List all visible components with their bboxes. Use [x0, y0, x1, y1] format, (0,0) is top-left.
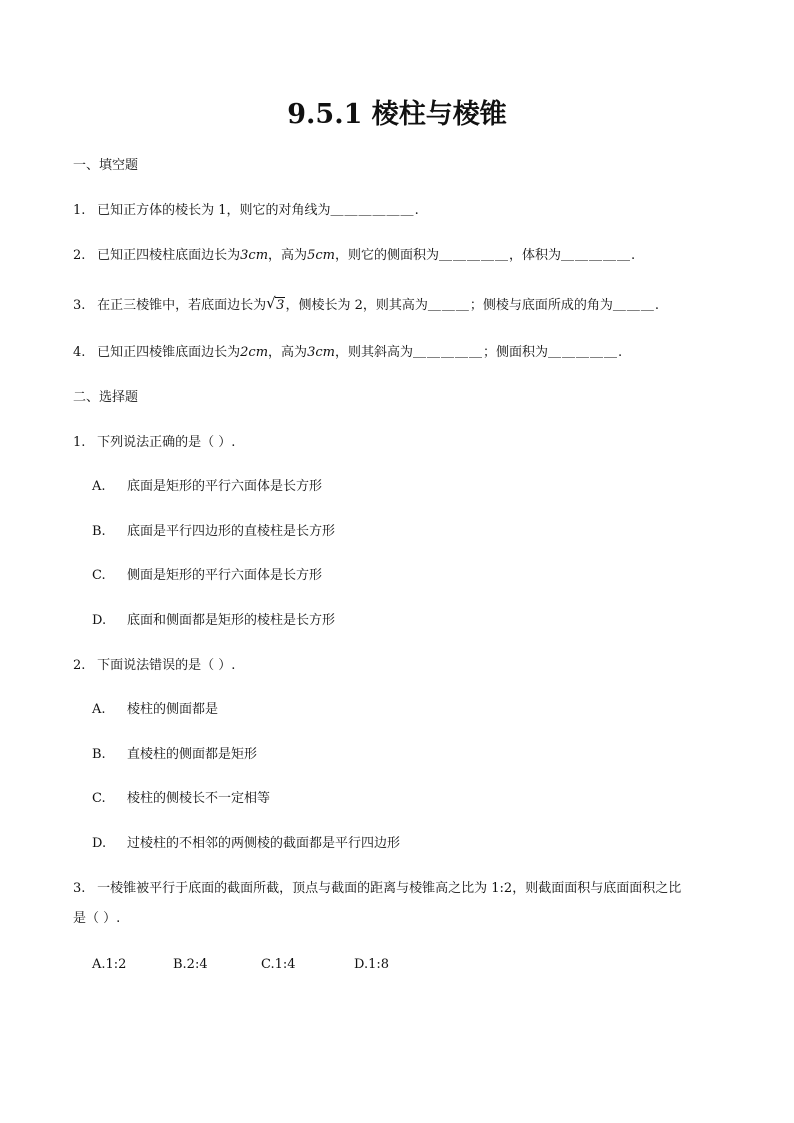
option-a: A.1:2	[92, 957, 127, 972]
option-letter: C.	[92, 568, 106, 583]
question-number: 1.	[73, 203, 86, 218]
question-text: ，侧棱长为 2，则其高为	[285, 298, 428, 313]
answer-blank: ＿＿＿＿＿	[561, 248, 632, 263]
question-choice-3	[73, 879, 681, 899]
option-letter: D.	[92, 836, 107, 851]
option-b	[92, 522, 335, 542]
question-choice-1	[73, 433, 235, 453]
question-fill-3	[73, 296, 659, 316]
question-text: 已知正四棱柱底面边长为	[97, 248, 241, 263]
option-letter: D.	[92, 613, 107, 628]
option-c	[92, 566, 322, 586]
question-text: .	[414, 203, 419, 218]
option-d: D.1:8	[354, 957, 390, 972]
question-number: 3.	[73, 298, 86, 313]
option-text: 过棱柱的不相邻的两侧棱的截面都是平行四边形	[127, 836, 401, 851]
answer-blank: ＿＿＿＿＿	[548, 345, 619, 360]
option-c: C.1:4	[261, 957, 296, 972]
radical-sign-icon: √	[266, 294, 276, 312]
option-letter: A.	[92, 702, 106, 717]
question-stem: 下列说法正确的是（ ）.	[97, 435, 236, 450]
option-a	[92, 477, 322, 497]
section-heading-multiple-choice: 二、选择题	[73, 390, 139, 405]
page-title: 9.5.1 棱柱与棱锥	[287, 99, 507, 130]
option-letter: B.	[92, 524, 106, 539]
question-text: ；侧棱与底面所成的角为	[469, 298, 613, 313]
option-text: 直棱柱的侧面都是矩形	[127, 747, 258, 762]
answer-blank: ＿＿＿	[427, 298, 470, 313]
question-fill-1	[73, 201, 419, 221]
question-text: ，则其斜高为	[334, 345, 413, 360]
question-text: ，高为	[268, 248, 308, 263]
answer-blank: ＿＿＿＿＿＿	[330, 203, 415, 218]
question-text: ，则它的侧面积为	[334, 248, 439, 263]
option-text: 棱柱的侧面都是	[127, 702, 219, 717]
question-text: ，高为	[268, 345, 308, 360]
question-text: .	[631, 248, 636, 263]
question-fill-4	[73, 343, 622, 363]
unit-value: 3cm	[240, 248, 269, 263]
option-text: 侧面是矩形的平行六面体是长方形	[127, 568, 323, 583]
question-text: .	[654, 298, 660, 313]
option-a	[92, 700, 218, 720]
sqrt-expression	[266, 296, 285, 316]
answer-blank: ＿＿＿＿＿	[412, 345, 483, 360]
question-number: 4.	[73, 345, 86, 360]
question-stem: 下面说法错误的是（ ）.	[97, 658, 236, 673]
question-number: 2.	[73, 658, 86, 673]
question-number: 3.	[73, 881, 86, 896]
option-d	[92, 834, 400, 854]
option-letter: C.	[92, 791, 106, 806]
question-choice-2	[73, 656, 235, 676]
option-b	[92, 745, 257, 765]
option-text: 底面和侧面都是矩形的棱柱是长方形	[127, 613, 336, 628]
option-letter: A.	[92, 479, 106, 494]
option-b: B.2:4	[173, 957, 208, 972]
question-text: 已知正四棱锥底面边长为	[97, 345, 241, 360]
option-text: 底面是平行四边形的直棱柱是长方形	[127, 524, 336, 539]
option-d	[92, 611, 335, 631]
question-stem-continued: 是（ ）.	[73, 911, 121, 926]
unit-value: 5cm	[307, 248, 335, 263]
section-heading-fill-in: 一、填空题	[73, 158, 139, 173]
answer-blank: ＿＿＿＿＿	[438, 248, 509, 263]
option-c	[92, 789, 270, 809]
option-text: 底面是矩形的平行六面体是长方形	[127, 479, 323, 494]
sqrt-argument: 3	[276, 298, 285, 313]
question-text: ，体积为	[508, 248, 561, 263]
option-text: 棱柱的侧棱长不一定相等	[127, 791, 271, 806]
unit-value: 2cm	[240, 345, 269, 360]
question-text: 在正三棱锥中，若底面边长为	[97, 298, 267, 313]
unit-value: 3cm	[307, 345, 335, 360]
question-fill-2	[73, 246, 635, 266]
question-number: 2.	[73, 248, 86, 263]
question-text: 已知正方体的棱长为 1，则它的对角线为	[97, 203, 331, 218]
answer-blank: ＿＿＿	[612, 298, 655, 313]
question-text: .	[618, 345, 623, 360]
option-letter: B.	[92, 747, 106, 762]
question-stem: 一棱锥被平行于底面的截面所截，顶点与截面的距离与棱锥高之比为 1:2，则截面面积与底面面积之比	[97, 881, 682, 896]
question-text: ；侧面积为	[482, 345, 548, 360]
question-number: 1.	[73, 435, 86, 450]
